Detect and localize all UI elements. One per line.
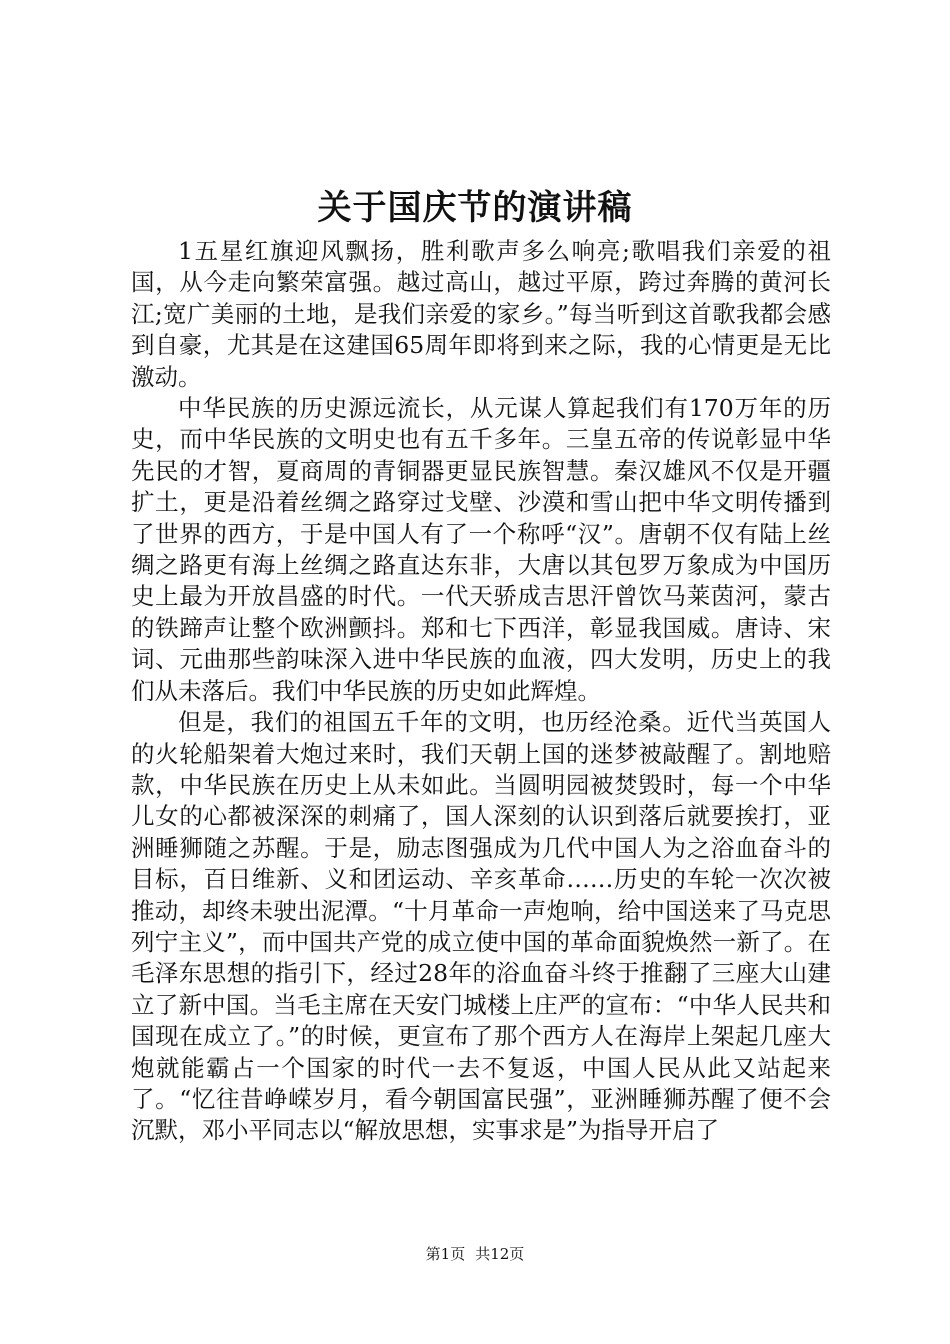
document-body [131, 236, 831, 1147]
paragraph-3: 但是，我们的祖国五千年的文明，也历经沧桑。近代当英国人的火轮船架着大炮过来时，我们天朝上国的迷梦被敲醒了。割地赔款，中华民族在历史上从未如此。当圆明园被焚毁时，每一个中华儿女的心都被深深的刺痛了，国人深刻的认识到落后就要挨打，亚洲睡狮随之苏醒。于是，励志图强成为几代中国人为之浴血奋斗的目标，百日维新、义和团运动、辛亥革命……历史的车轮一次次被推动，却终未驶出泥潭。“十月革命一声炮响，给中国送来了马克思列宁主义”，而中国共产党的成立使中国的革命面貌焕然一新了。在毛泽东思想的指引下，经过28年的浴血奋斗终于推翻了三座大山建立了新中国。当毛主席在天安门城楼上庄严的宣布：“中华人民共和国现在成立了。”的时候，更宣布了那个西方人在海岸上架起几座大炮就能霸占一个国家的时代一去不复返，中国人民从此又站起来了。“忆往昔峥嵘岁月，看今朝国富民强”，亚洲睡狮苏醒了便不会沉默，邓小平同志以“解放思想，实事求是”为指导开启了 [131, 708, 831, 1145]
page-total: 共12页 [475, 1245, 525, 1263]
page-footer [0, 1244, 950, 1264]
paragraph-1: 1五星红旗迎风飘扬，胜利歌声多么响亮;歌唱我们亲爱的祖国，从今走向繁荣富强。越过高山，越过平原，跨过奔腾的黄河长江;宽广美丽的土地，是我们亲爱的家乡。”每当听到这首歌我都会感到自豪，尤其是在这建国65周年即将到来之际，我的心情更是无比激动。 [131, 237, 831, 391]
document-title: 关于国庆节的演讲稿 [317, 188, 633, 228]
paragraph-2: 中华民族的历史源远流长，从元谋人算起我们有170万年的历史，而中华民族的文明史也有五千多年。三皇五帝的传说彰显中华先民的才智，夏商周的青铜器更显民族智慧。秦汉雄风不仅是开疆扩土，更是沿着丝绸之路穿过戈壁、沙漠和雪山把中华文明传播到了世界的西方，于是中国人有了一个称呼“汉”。唐朝不仅有陆上丝绸之路更有海上丝绸之路直达东非，大唐以其包罗万象成为中国历史上最为开放昌盛的时代。一代天骄成吉思汗曾饮马莱茵河，蒙古的铁蹄声让整个欧洲颤抖。郑和七下西洋，彰显我国威。唐诗、宋词、元曲那些韵味深入进中华民族的血液，四大发明，历史上的我们从未落后。我们中华民族的历史如此辉煌。 [131, 394, 831, 705]
page-number: 第1页 [425, 1245, 466, 1263]
